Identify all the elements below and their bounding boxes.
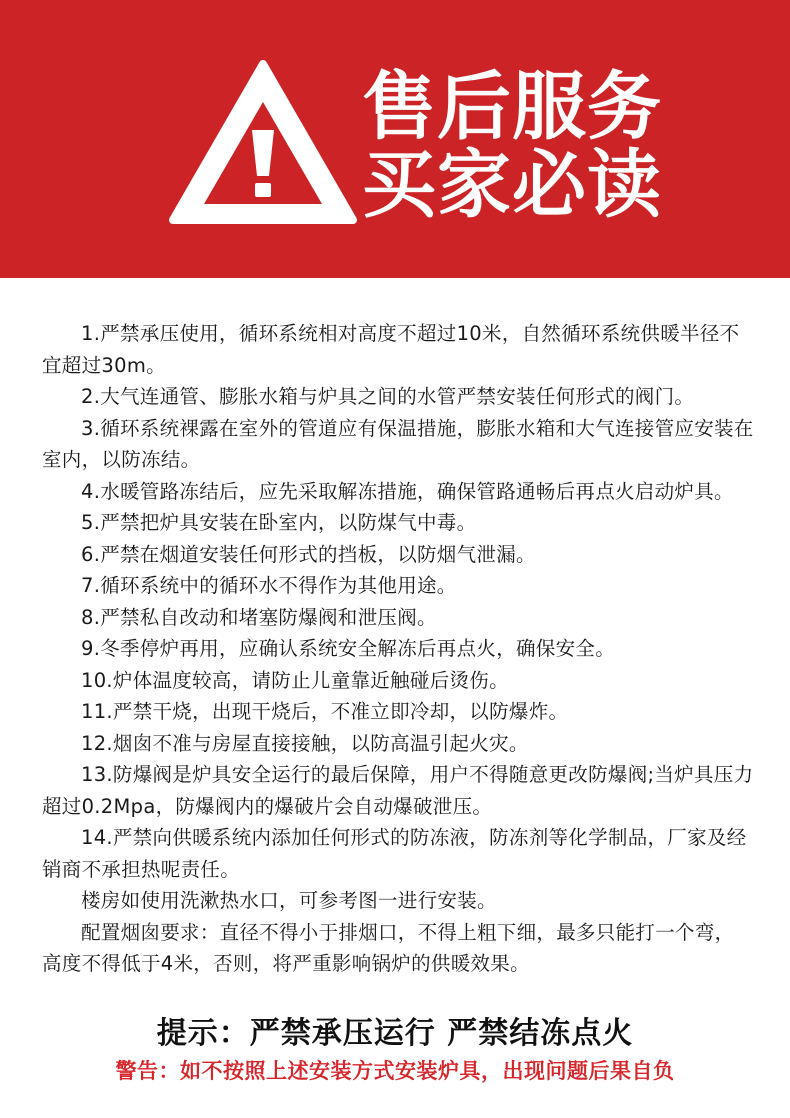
- banner-title-line1: 售后服务: [362, 64, 662, 150]
- rule-item: 2.大气连通管、膨胀水箱与炉具之间的水管严禁安装任何形式的阀门。: [81, 385, 695, 408]
- warning-text: 警告：如不按照上述安装方式安装炉具，出现问题后果自负: [115, 1059, 675, 1083]
- rule-item: 配置烟囱要求：直径不得小于排烟口，不得上粗下细，最多只能打一个弯，高度不得低于4米，否则，将严重影响锅炉的供暖效果。: [42, 920, 735, 975]
- rule-item: 7.循环系统中的循环水不得作为其他用途。: [81, 574, 457, 597]
- rule-item: 13.防爆阀是炉具安全运行的最后保障，用户不得随意更改防爆阀;当炉具压力超过0.2Mpa，防爆阀内的爆破片会自动爆破泄压。: [42, 763, 754, 818]
- rule-item: 3.循环系统裸露在室外的管道应有保温措施，膨胀水箱和大气连接管应安装在室内，以防冻结。: [42, 416, 754, 471]
- warning-triangle-icon: [168, 58, 358, 226]
- rule-item: 8.严禁私自改动和堵塞防爆阀和泄压阀。: [81, 605, 437, 629]
- rule-item: 楼房如使用洗漱热水口，可参考图一进行安装。: [81, 889, 497, 912]
- rule-item: 14.严禁向供暖系统内添加任何形式的防冻液，防冻剂等化学制品，厂家及经销商不承担热呢责任。: [42, 826, 747, 881]
- header-banner: [0, 0, 790, 278]
- rule-item: 1.严禁承压使用，循环系统相对高度不超过10米，自然循环系统供暖半径不宜超过30m。: [42, 322, 740, 377]
- tip-text: 提示：严禁承压运行 严禁结冻点火: [156, 1016, 634, 1051]
- rule-item: 10.炉体温度较高，请防止儿童靠近触碰后烫伤。: [81, 668, 509, 692]
- rules-list: [42, 318, 754, 980]
- rule-item: 12.烟囱不准与房屋直接接触，以防高温引起火灾。: [81, 731, 529, 755]
- rule-item: 6.严禁在烟道安装任何形式的挡板，以防烟气泄漏。: [81, 542, 536, 566]
- rule-item: 5.严禁把炉具安装在卧室内，以防煤气中毒。: [81, 511, 477, 534]
- rule-item: 9.冬季停炉再用，应确认系统安全解冻后再点火，确保安全。: [81, 637, 616, 660]
- rule-item: 11.严禁干烧，出现干烧后，不准立即冷却，以防爆炸。: [81, 700, 569, 723]
- rule-item: 4.水暖管路冻结后，应先采取解冻措施，确保管路通畅后再点火启动炉具。: [81, 479, 734, 503]
- banner-title-line2: 买家必读: [362, 142, 662, 228]
